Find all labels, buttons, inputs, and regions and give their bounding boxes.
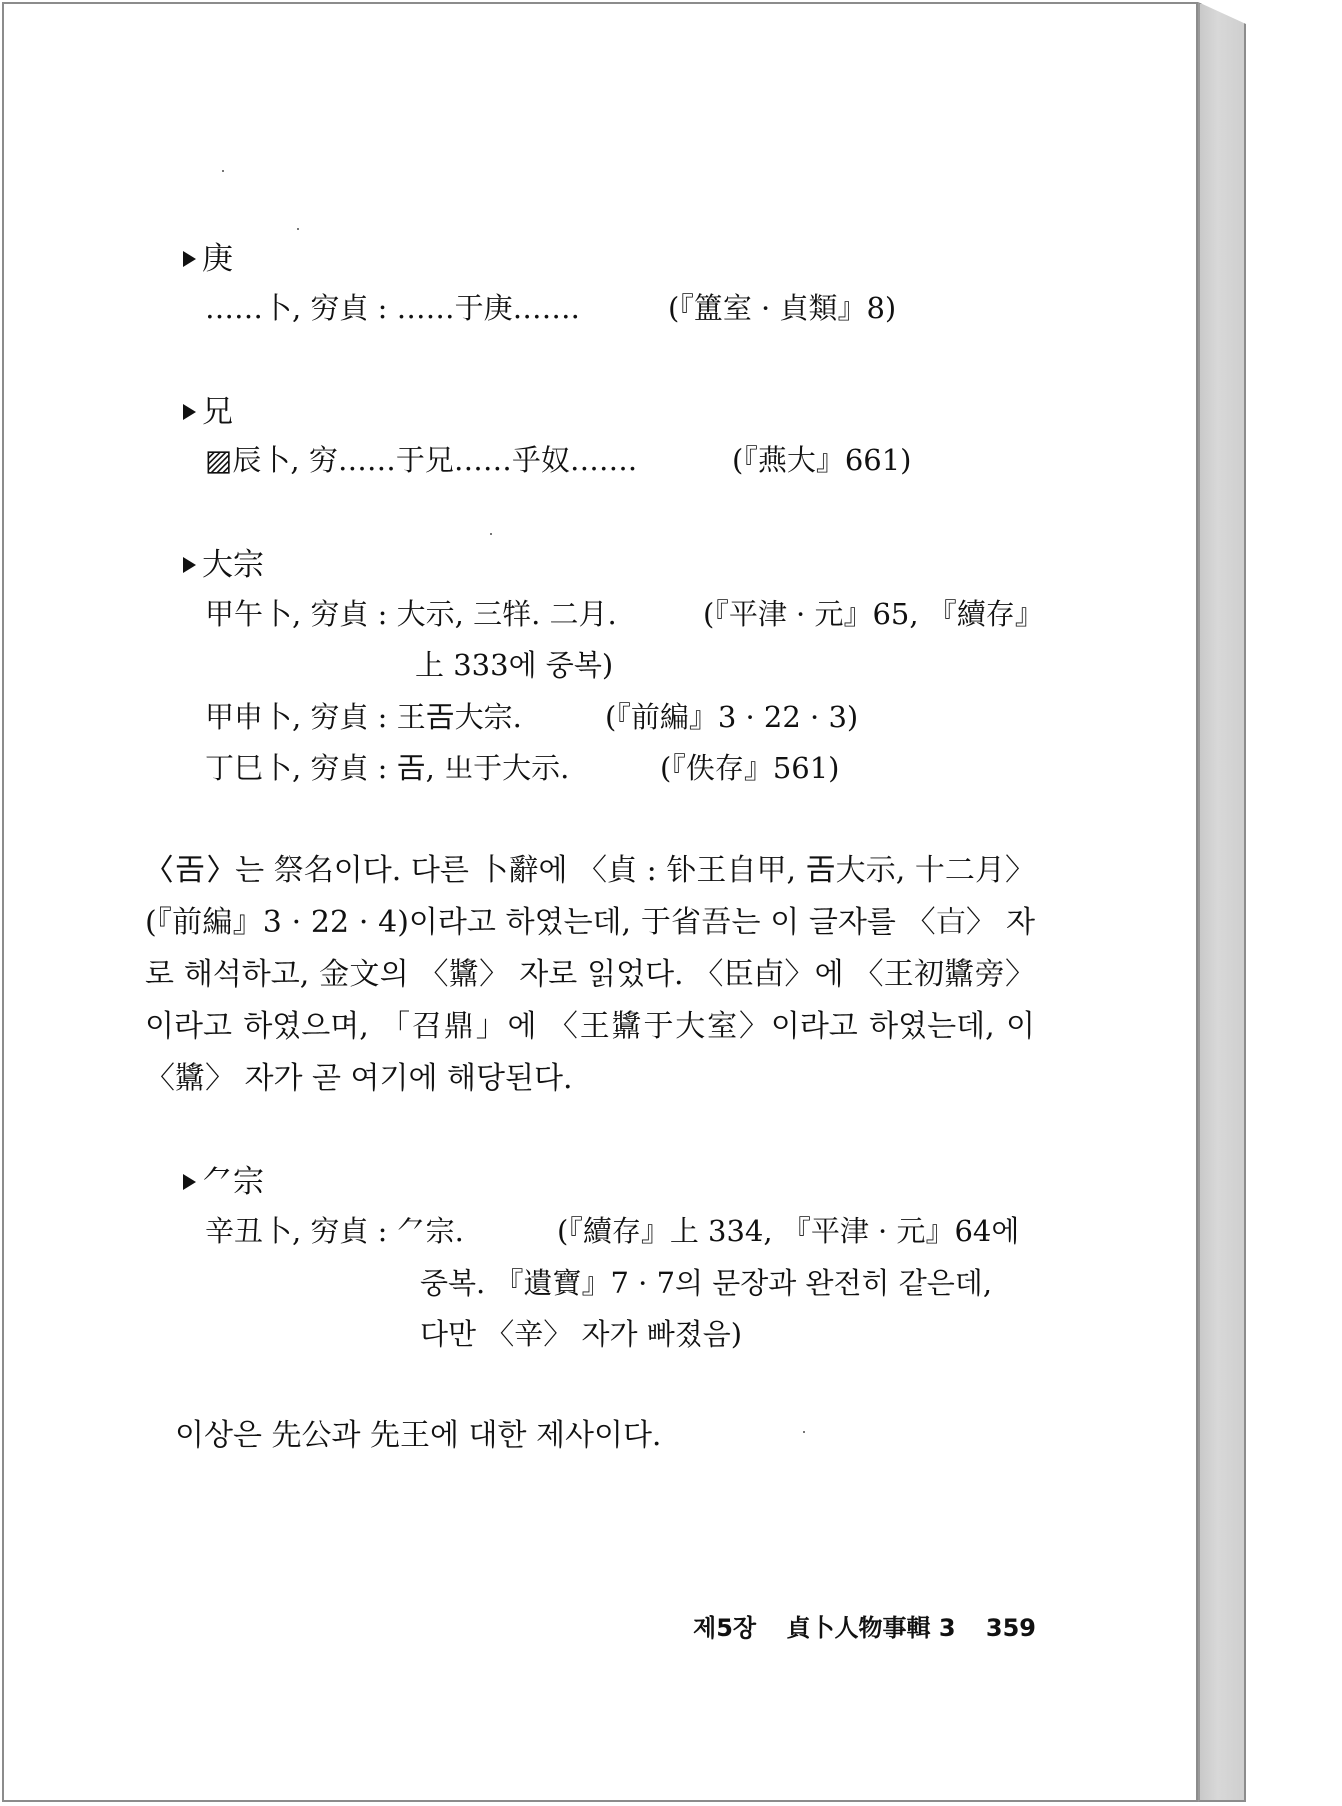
closing-sentence: 이상은 先公과 先王에 대한 제사이다. xyxy=(175,1418,662,1453)
source-citation: (『簠室 · 貞類』8) xyxy=(668,291,897,325)
running-title: 貞卜人物事輯 3 xyxy=(786,1614,956,1642)
source-citation: (『佚存』561) xyxy=(660,751,840,785)
triangle-bullet-icon xyxy=(183,404,196,420)
scan-speck xyxy=(297,228,299,230)
source-citation-continued: 上 333에 중복) xyxy=(415,648,614,682)
section-heading-1 xyxy=(183,239,233,279)
source-citation-continued: 중복. 『遺寶』7 · 7의 문장과 완전히 같은데, xyxy=(420,1266,993,1300)
section-heading-2 xyxy=(183,392,233,432)
commentary-paragraph: 〈𢀛〉는 祭名이다. 다른 卜辭에 〈貞 : 钋王自甲, 𢀛大示, 十二月〉 (『前編』3 · 22 · 4)이라고 하였는데, 于省吾는 이 글자를 〈𣅀〉 자로 해석하고, 金文의 〈䵼〉 자로 읽었다. 〈臣卣〉에 〈王初䵼旁〉이라고 하였으며, 「召鼎」에 〈王䵼于大室〉이라고 하였는데, 이 〈䵼〉 자가 곧 여기에 해당된다. xyxy=(145,853,1035,1096)
scan-speck xyxy=(222,170,224,172)
section-heading-4 xyxy=(183,1162,264,1202)
source-citation: (『前編』3 · 22 · 3) xyxy=(605,700,859,734)
rare-glyph: ⺈ xyxy=(202,1164,233,1200)
section-heading-text: 大宗 xyxy=(202,547,264,583)
chapter-label: 제5장 xyxy=(693,1614,757,1642)
triangle-bullet-icon xyxy=(183,251,196,267)
section-heading-text: 兄 xyxy=(202,394,233,430)
triangle-bullet-icon xyxy=(183,557,196,573)
scan-speck xyxy=(490,533,492,535)
source-citation: (『燕大』661) xyxy=(732,443,912,477)
inscription-line: ▨辰卜, 穷……于兄……乎奴……. xyxy=(205,443,638,477)
inscription-line: 丁巳卜, 穷貞 : 𢀛, 㞢于大示. xyxy=(205,751,570,785)
page-footer xyxy=(693,1612,1036,1644)
section-heading-text: 宗 xyxy=(233,1164,264,1200)
inscription-line: 甲申卜, 穷貞 : 王𢀛大宗. xyxy=(205,700,522,734)
inscription-line: 辛丑卜, 穷貞 : ⺈宗. xyxy=(205,1214,464,1248)
inscription-line: 甲午卜, 穷貞 : 大示, 三䍧. 二月. xyxy=(205,597,617,631)
inscription-line: ……卜, 穷貞 : ……于庚……. xyxy=(205,291,580,325)
scan-speck xyxy=(803,1431,805,1433)
triangle-bullet-icon xyxy=(183,1174,196,1190)
source-citation-continued: 다만 〈辛〉 자가 빠졌음) xyxy=(420,1317,743,1351)
section-heading-3 xyxy=(183,545,264,585)
section-heading-text: 庚 xyxy=(202,241,233,277)
source-citation: (『平津 · 元』65, 『續存』 xyxy=(703,597,1044,631)
page-edge-shadow xyxy=(1198,2,1246,1802)
page-number: 359 xyxy=(985,1614,1036,1642)
source-citation: (『續存』上 334, 『平津 · 元』64에 xyxy=(557,1214,1020,1248)
